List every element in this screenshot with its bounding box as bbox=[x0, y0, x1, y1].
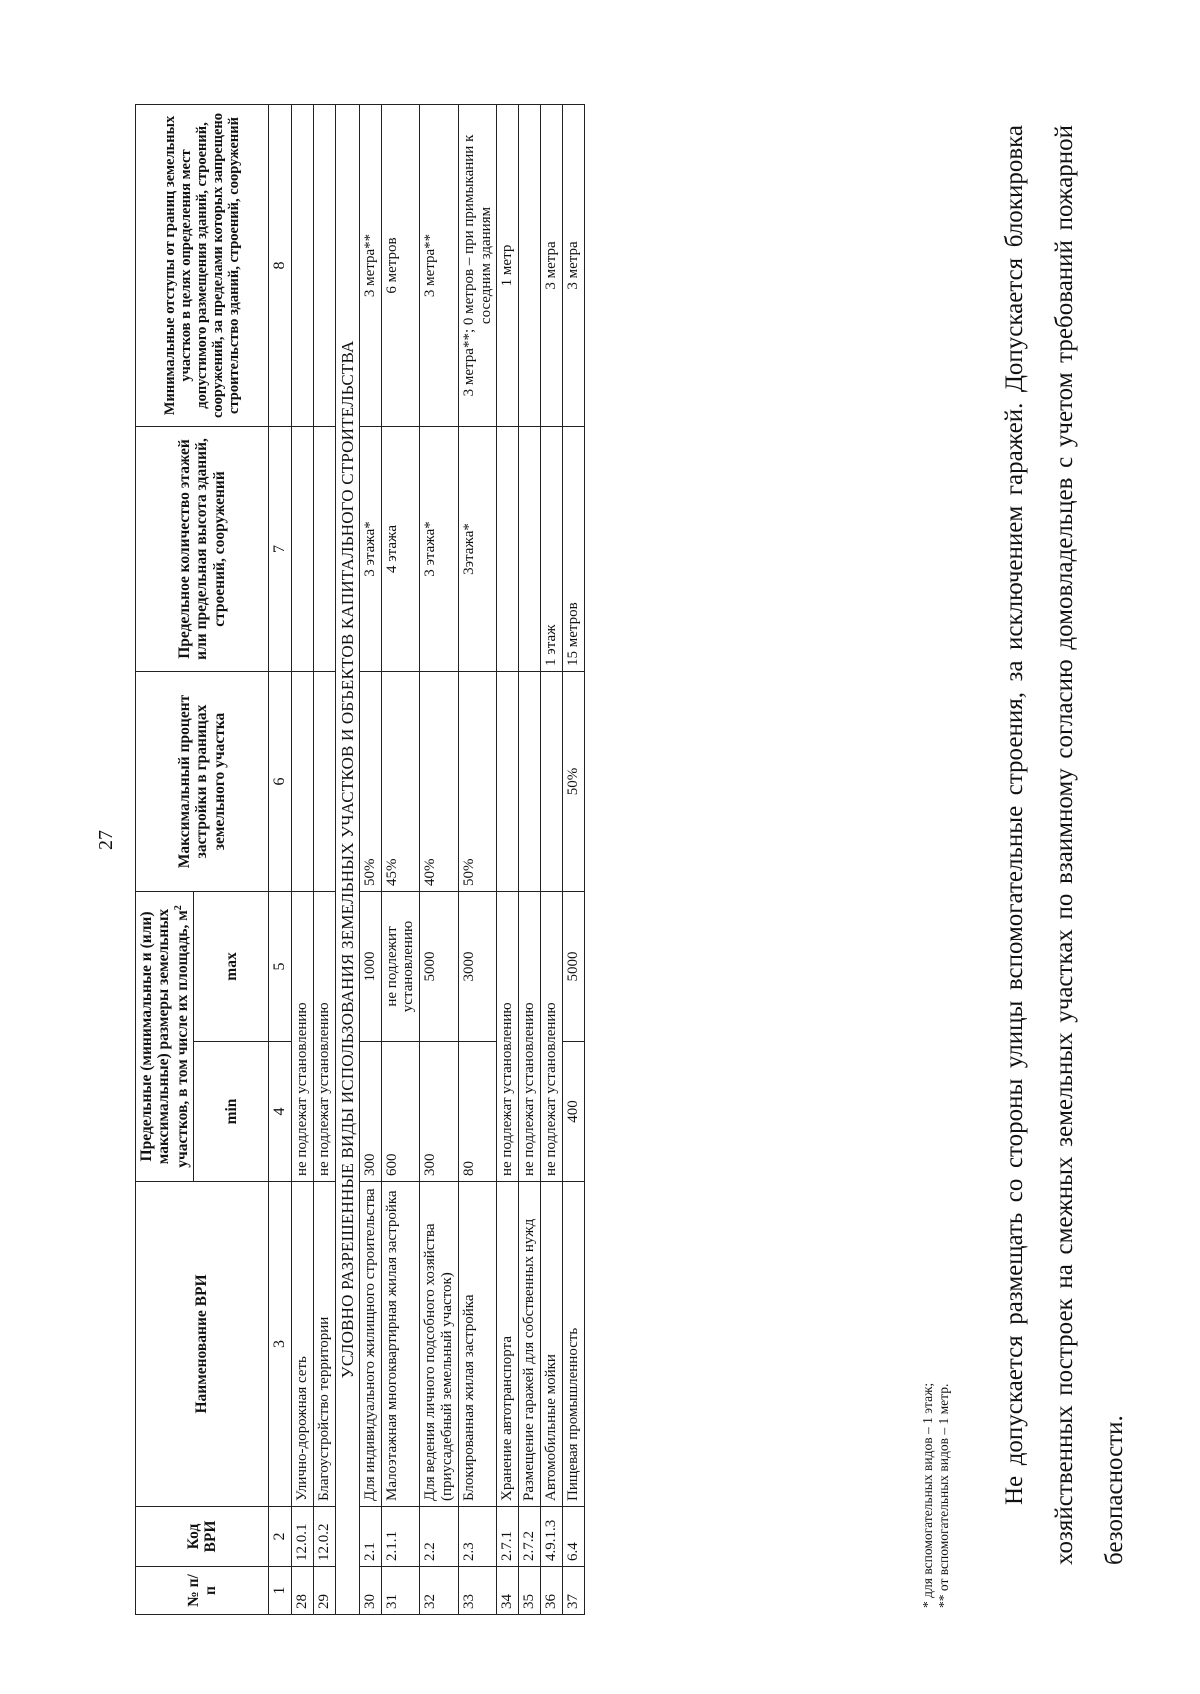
header-max: max bbox=[194, 891, 269, 1041]
table-row bbox=[497, 104, 519, 1614]
col-number: 4 bbox=[269, 1042, 292, 1182]
row-setback: 3 метра bbox=[562, 104, 584, 426]
row-setback: 3 метра** bbox=[420, 104, 459, 426]
row-percent: 40% bbox=[420, 671, 459, 891]
col-number: 1 bbox=[269, 1567, 292, 1615]
row-code: 2.2 bbox=[420, 1507, 459, 1567]
table-row bbox=[519, 104, 541, 1614]
row-num: 30 bbox=[359, 1567, 381, 1615]
row-setback: 3 метра bbox=[540, 104, 562, 426]
rotated-page-content bbox=[90, 100, 1180, 1620]
table-row bbox=[292, 104, 314, 1614]
row-percent: 45% bbox=[381, 671, 420, 891]
header-row bbox=[136, 104, 194, 1614]
body-paragraph: Не допускается размещать со стороны улицы вспомогательные строения, за исключением гаражей. Допускается блокировка хозяйственных построек на смежных земельных участках по взаимному согласию домовладельцев с учетом требований пожарной безопасности. bbox=[1001, 125, 1128, 1565]
row-num: 36 bbox=[540, 1567, 562, 1615]
row-code: 2.7.2 bbox=[519, 1507, 541, 1567]
row-name: Хранение автотранспорта bbox=[497, 1182, 519, 1507]
row-name: Размещение гаражей для собственных нужд bbox=[519, 1182, 541, 1507]
col-number: 8 bbox=[269, 104, 292, 426]
col-number: 2 bbox=[269, 1507, 292, 1567]
header-percent: Максимальный процент застройки в границах земельного участка bbox=[136, 671, 269, 891]
footnote: ** от вспомогательных видов – 1 метр. bbox=[936, 1383, 952, 1608]
page-number: 27 bbox=[95, 830, 117, 850]
regulations-table bbox=[135, 104, 585, 1615]
row-name: Для индивидуального жилищного строительства bbox=[359, 1182, 381, 1507]
col-number: 3 bbox=[269, 1182, 292, 1507]
table-row bbox=[381, 104, 420, 1614]
row-setback: 1 метр bbox=[497, 104, 519, 426]
row-code: 2.1.1 bbox=[381, 1507, 420, 1567]
row-max: 3000 bbox=[458, 891, 497, 1041]
row-max: 5000 bbox=[420, 891, 459, 1041]
table-row bbox=[420, 104, 459, 1614]
row-code: 4.9.1.3 bbox=[540, 1507, 562, 1567]
footnotes bbox=[920, 1383, 952, 1608]
table-row bbox=[359, 104, 381, 1614]
row-name: Автомобильные мойки bbox=[540, 1182, 562, 1507]
row-num: 35 bbox=[519, 1567, 541, 1615]
row-num: 33 bbox=[458, 1567, 497, 1615]
row-sizes-span: не подлежат установлению bbox=[540, 891, 562, 1181]
row-num: 28 bbox=[292, 1567, 314, 1615]
header-name: Наименование ВРИ bbox=[136, 1182, 269, 1507]
row-percent: 50% bbox=[359, 671, 381, 891]
row-name: Улично-дорожная сеть bbox=[292, 1182, 314, 1507]
header-sizes: Предельные (минимальные и (или) максимальные) размеры земельных участков, в том числе их площадь, $м^2$ bbox=[136, 891, 194, 1181]
row-code: 12.0.2 bbox=[313, 1507, 335, 1567]
row-sizes-span: не подлежат установлению bbox=[292, 891, 314, 1181]
row-name: Благоустройство территории bbox=[313, 1182, 335, 1507]
row-min: 600 bbox=[381, 1042, 420, 1182]
row-sizes-span: не подлежат установлению bbox=[497, 891, 519, 1181]
column-number-row bbox=[269, 104, 292, 1614]
row-code: 12.0.1 bbox=[292, 1507, 314, 1567]
header-num: № п/п bbox=[136, 1567, 269, 1615]
row-max: 5000 bbox=[562, 891, 584, 1041]
row-floors: 3 этажа* bbox=[420, 426, 459, 671]
row-percent: 50% bbox=[562, 671, 584, 891]
row-code: 2.3 bbox=[458, 1507, 497, 1567]
row-floors: 4 этажа bbox=[381, 426, 420, 671]
row-setback: 3 метра** bbox=[359, 104, 381, 426]
row-sizes-span: не подлежат установлению bbox=[519, 891, 541, 1181]
table-row bbox=[458, 104, 497, 1614]
header-floors: Предельное количество этажей или предельная высота зданий, строений, сооружений bbox=[136, 426, 269, 671]
row-setback: 3 метра**; 0 метров – при примыкании к соседним зданиям bbox=[458, 104, 497, 426]
row-num: 34 bbox=[497, 1567, 519, 1615]
row-min: 400 bbox=[562, 1042, 584, 1182]
table-row bbox=[562, 104, 584, 1614]
row-code: 2.1 bbox=[359, 1507, 381, 1567]
row-min: 300 bbox=[359, 1042, 381, 1182]
header-min: min bbox=[194, 1042, 269, 1182]
row-floors: 3этажа* bbox=[458, 426, 497, 671]
header-code: Код ВРИ bbox=[136, 1507, 269, 1567]
row-sizes-span: не подлежат установлению bbox=[313, 891, 335, 1181]
section-title: УСЛОВНО РАЗРЕШЕННЫЕ ВИДЫ ИСПОЛЬЗОВАНИЯ ЗЕМЕЛЬНЫХ УЧАСТКОВ И ОБЪЕКТОВ КАПИТАЛЬНОГО СТРОИТЕЛЬСТВА bbox=[335, 104, 359, 1614]
row-num: 37 bbox=[562, 1567, 584, 1615]
row-num: 29 bbox=[313, 1567, 335, 1615]
section-row bbox=[335, 104, 359, 1614]
row-setback: 6 метров bbox=[381, 104, 420, 426]
row-num: 32 bbox=[420, 1567, 459, 1615]
row-max: 1000 bbox=[359, 891, 381, 1041]
row-floors: 3 этажа* bbox=[359, 426, 381, 671]
row-floors: 15 метров bbox=[562, 426, 584, 671]
row-code: 6.4 bbox=[562, 1507, 584, 1567]
row-floors: 1 этаж bbox=[540, 426, 562, 671]
row-name: Малоэтажная многоквартирная жилая застройка bbox=[381, 1182, 420, 1507]
row-max: не подлежит установлению bbox=[381, 891, 420, 1041]
row-num: 31 bbox=[381, 1567, 420, 1615]
col-number: 6 bbox=[269, 671, 292, 891]
table-row bbox=[313, 104, 335, 1614]
row-name: Блокированная жилая застройка bbox=[458, 1182, 497, 1507]
row-percent: 50% bbox=[458, 671, 497, 891]
col-number: 5 bbox=[269, 891, 292, 1041]
header-setback: Минимальные отступы от границ земельных участков в целях определения мест допустимого размещения зданий, строений, сооружений, за пределами которых запрещено строительство зданий, строений, сооружений bbox=[136, 104, 269, 426]
row-code: 2.7.1 bbox=[497, 1507, 519, 1567]
row-name: Для ведения личного подсобного хозяйства (приусадебный земельный участок) bbox=[420, 1182, 459, 1507]
footnote: * для вспомогательных видов – 1 этаж; bbox=[920, 1382, 935, 1608]
row-min: 300 bbox=[420, 1042, 459, 1182]
row-name: Пищевая промышленность bbox=[562, 1182, 584, 1507]
table-row bbox=[540, 104, 562, 1614]
col-number: 7 bbox=[269, 426, 292, 671]
row-min: 80 bbox=[458, 1042, 497, 1182]
